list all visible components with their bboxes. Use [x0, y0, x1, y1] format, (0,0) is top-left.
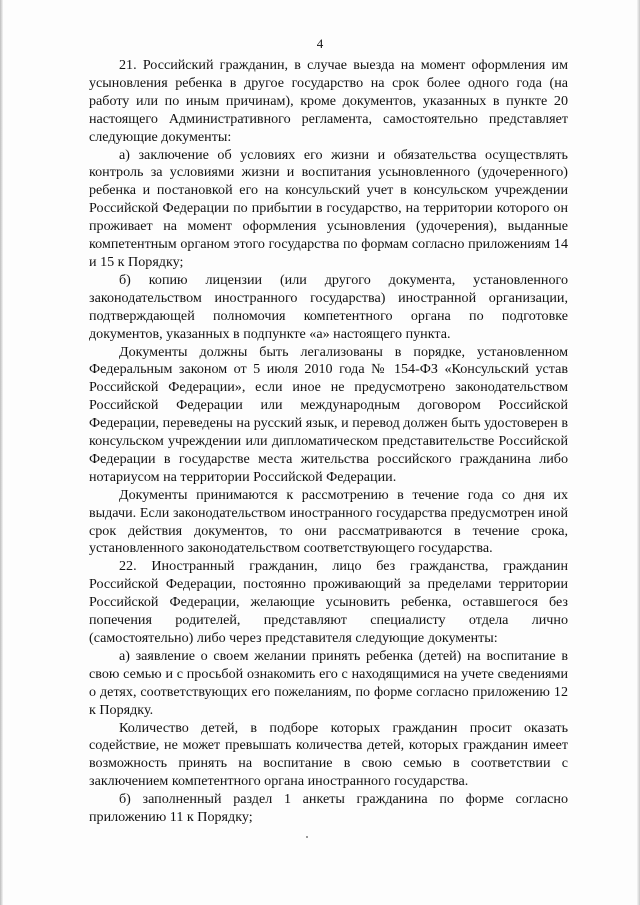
- paragraph-legalization: Документы должны быть легализованы в порядке, установленном Федеральным законом от 5 июля 2010 года № 154-ФЗ «Консульский устав Российской Федерации», если иное не предусмотрено законодательством Российской Федерации или международным договором Российской Федерации, переведены на русский язык, и перевод должен быть удостоверен в консульском учреждении или дипломатическом представительстве Российской Федерации в государстве места жительства российского гражданина либо нотариусом на территории Российской Федерации.: [89, 343, 568, 485]
- page-number: 4: [316, 36, 324, 51]
- paragraph-children-count: Количество детей, в подборе которых гражданин просит оказать содействие, не может превышать количества детей, которых гражданин имеет возможность принять на воспитание в свою семью в соответствии с заключением компетентного органа иностранного государства.: [89, 719, 568, 790]
- paragraph-22-intro: 22. Иностранный гражданин, лицо без гражданства, гражданин Российской Федерации, постоянно проживающий за пределами территории Российской Федерации, желающие усыновить ребенка, оставшегося без попечения родителей, представляют специалисту отдела лично (самостоятельно) либо через представителя следующие документы:: [89, 558, 568, 646]
- scan-edge-left: [0, 0, 3, 905]
- paragraph-22-b: б) заполненный раздел 1 анкеты гражданина по форме согласно приложению 11 к Порядку;: [89, 791, 568, 826]
- document-body: [89, 57, 568, 827]
- paragraph-22-a: а) заявление о своем желании принять ребенка (детей) на воспитание в свою семью и с просьбой ознакомить его с находящимися на учете сведениями о детях, соответствующих его пожеланиям, по форме согласно приложению 12 к Порядку.: [89, 647, 568, 718]
- paragraph-validity: Документы принимаются к рассмотрению в течение года со дня их выдачи. Если законодательством иностранного государства предусмотрен иной срок действия документов, то они рассматриваются в течение срока, установленного законодательством соответствующего государства.: [89, 486, 568, 557]
- paragraph-21-a: а) заключение об условиях его жизни и обязательства осуществлять контроль за условиями жизни и воспитания усыновленного (удочеренного) ребенка и постановкой его на консульский учет в консульском учреждении Российской Федерации по прибытии в государство, на территории которого он проживает на момент оформления усыновления (удочерения), выданные компетентным органом этого государства по формам согласно приложениям 14 и 15 к Порядку;: [89, 146, 568, 270]
- scan-speck: [306, 836, 308, 838]
- paragraph-21-b: б) копию лицензии (или другого документа, установленного законодательством иностранного государства) иностранной организации, подтверждающей полномочия компетентного органа по подготовке документов, указанных в подпункте «а» настоящего пункта.: [89, 271, 568, 342]
- paragraph-21-intro: 21. Российский гражданин, в случае выезда на момент оформления им усыновления ребенка в другое государство на срок более одного года (на работу или по иным причинам), кроме документов, указанных в пункте 20 настоящего Административного регламента, самостоятельно представляет следующие документы:: [89, 57, 568, 145]
